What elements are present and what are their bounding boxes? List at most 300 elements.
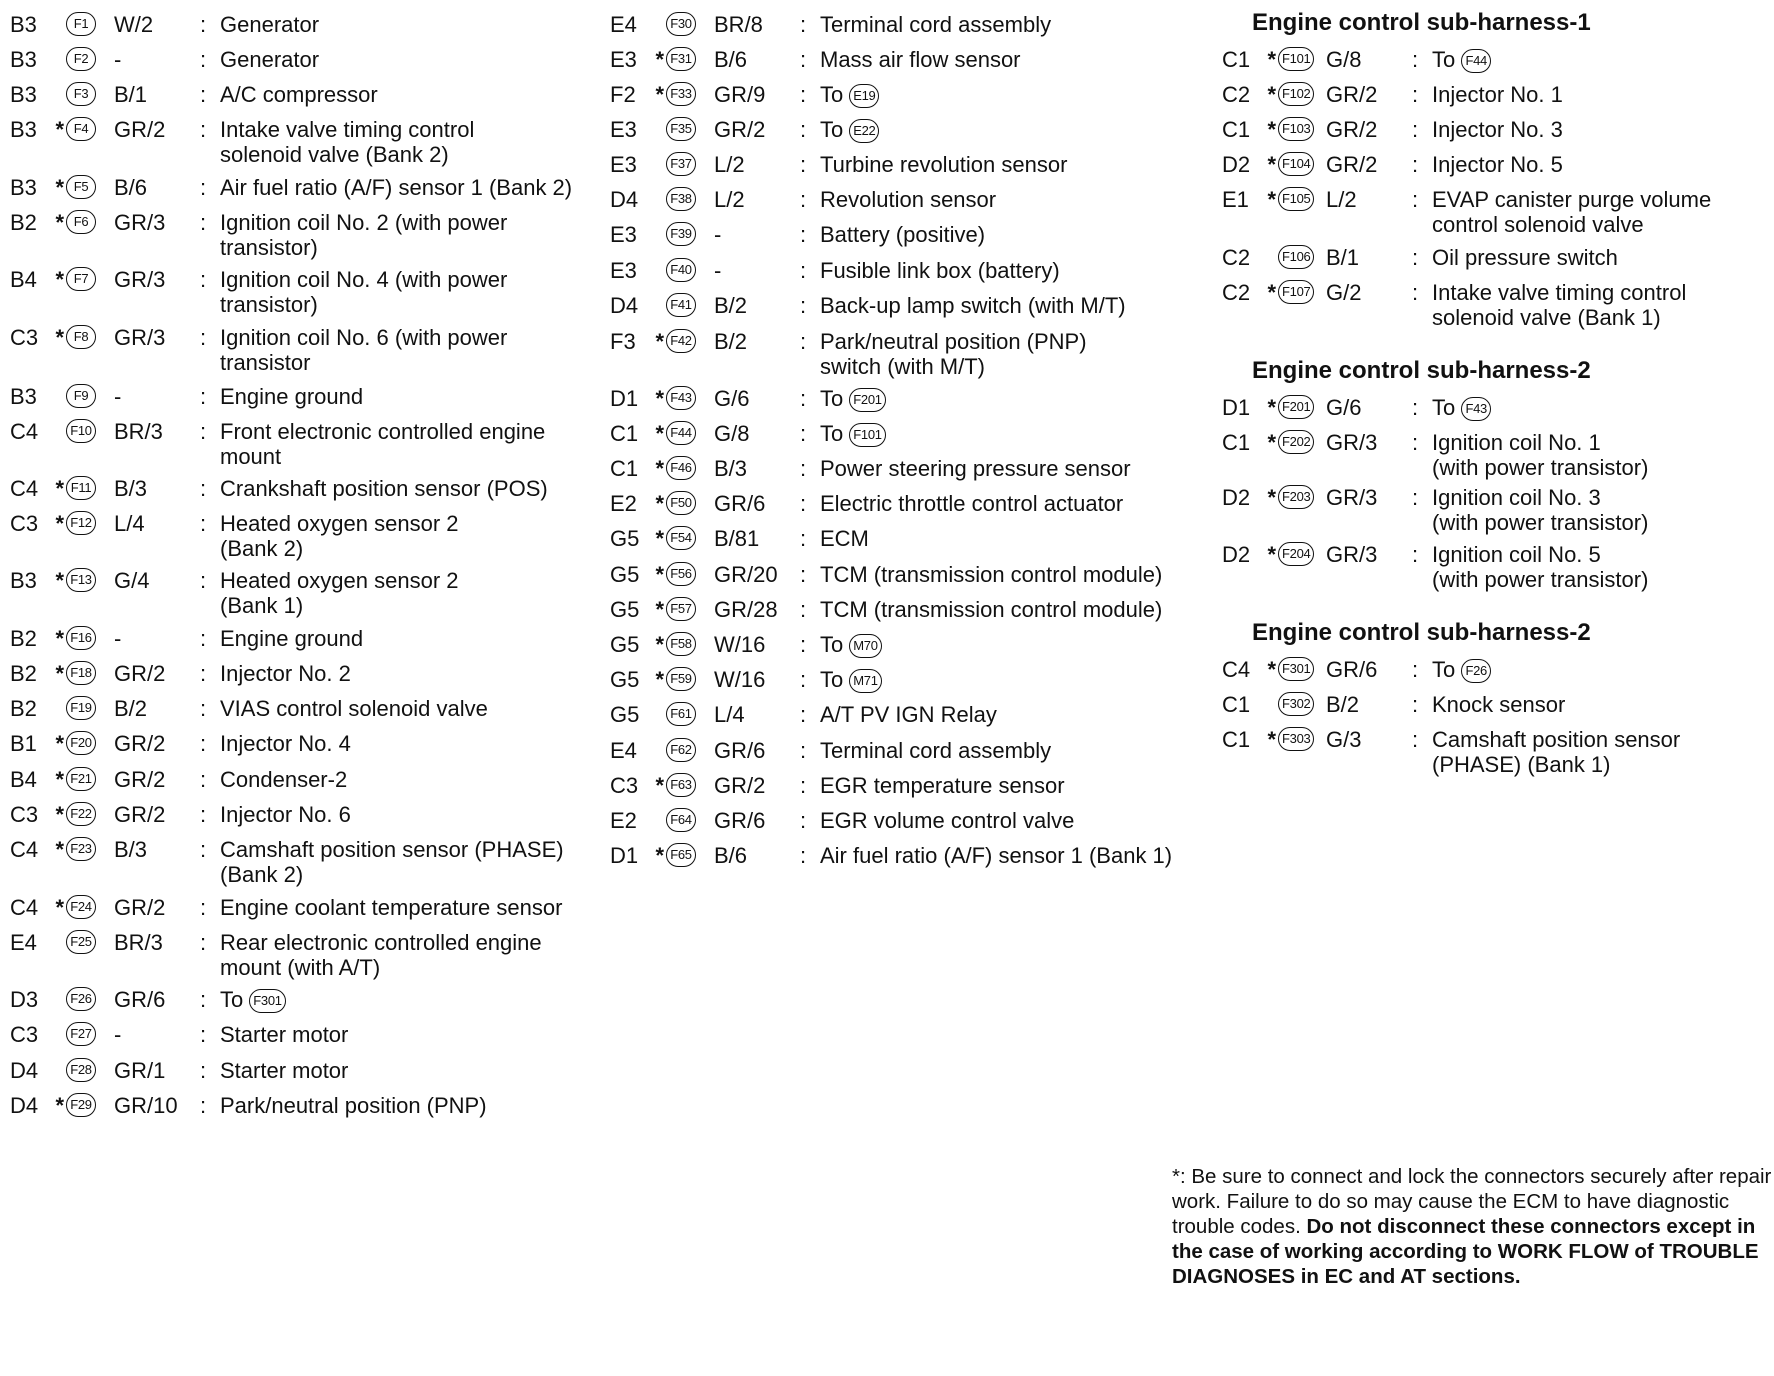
component-name: Engine ground [220, 626, 364, 651]
wire-color-code: B/1 [1326, 245, 1360, 270]
connector-row [610, 843, 1210, 868]
connector-cell [66, 802, 114, 826]
lock-required-marker: * [655, 386, 664, 411]
connector-number-badge: F16 [66, 626, 96, 650]
wire-color-code: - [114, 1022, 122, 1047]
component-description [220, 210, 600, 260]
connector-row [610, 82, 1210, 108]
connector-cell [66, 731, 114, 755]
connector-row [610, 526, 1210, 551]
grid-location: D4 [10, 1058, 39, 1083]
separator: : [800, 258, 807, 283]
wire-color-code: G/6 [1326, 395, 1362, 420]
component-name: EVAP canister purge volume control solenoid valve [1432, 187, 1712, 237]
connector-number-badge: F63 [666, 773, 696, 797]
component-name: Ignition coil No. 4 (with power transistor) [220, 267, 508, 317]
component-description [220, 626, 600, 651]
component-description [1432, 117, 1770, 142]
separator: : [200, 325, 207, 350]
wire-color-code: GR/9 [714, 82, 766, 107]
connector-number-badge: F56 [666, 562, 696, 586]
connector-cell [666, 152, 714, 176]
separator: : [800, 293, 807, 318]
component-name: To [1432, 657, 1456, 682]
grid-location: E4 [610, 738, 637, 763]
component-description [220, 12, 600, 37]
component-name: Park/neutral position (PNP) [220, 1093, 487, 1118]
lock-required-marker: * [1267, 152, 1276, 177]
lock-required-marker: * [1267, 542, 1276, 567]
connector-cell [66, 210, 114, 234]
grid-location: C3 [10, 511, 39, 536]
separator: : [200, 802, 207, 827]
component-description [220, 175, 600, 200]
component-name: To [1432, 47, 1456, 72]
component-description [1432, 430, 1770, 480]
wire-color-code: GR/2 [1326, 117, 1378, 142]
connector-number-badge: F107 [1278, 280, 1314, 304]
connector-row [610, 562, 1210, 587]
wire-color-code: GR/2 [114, 895, 166, 920]
linked-connector-badge: E22 [849, 119, 879, 143]
connector-row [10, 175, 600, 200]
component-description [220, 1022, 600, 1047]
connector-row [1222, 280, 1770, 330]
connector-cell [666, 386, 714, 410]
component-description [820, 386, 1210, 412]
wire-color-code: GR/3 [114, 210, 166, 235]
separator: : [1412, 47, 1419, 72]
separator: : [800, 667, 807, 692]
connector-number-badge: F38 [666, 187, 696, 211]
grid-location: E3 [610, 258, 637, 283]
connector-row [610, 12, 1210, 37]
grid-location: D2 [1222, 152, 1251, 177]
component-description [820, 632, 1210, 658]
connector-number-badge: F19 [66, 696, 96, 720]
connector-row [10, 12, 600, 37]
connector-cell [66, 568, 114, 592]
component-description [220, 802, 600, 827]
component-name: Terminal cord assembly [820, 738, 1052, 763]
grid-location: B2 [10, 210, 37, 235]
connector-row [1222, 152, 1770, 177]
component-description [220, 767, 600, 792]
component-description [820, 562, 1210, 587]
component-description [220, 837, 600, 887]
separator: : [1412, 657, 1419, 682]
linked-connector-badge: F43 [1461, 397, 1491, 421]
wire-color-code: G/3 [1326, 727, 1362, 752]
component-name: Starter motor [220, 1022, 349, 1047]
component-description [820, 456, 1210, 481]
section-heading: Engine control sub-harness-2 [1252, 357, 1591, 384]
component-name: Crankshaft position sensor (POS) [220, 476, 548, 501]
lock-required-marker: * [55, 767, 64, 792]
component-description [820, 808, 1210, 833]
component-name: Generator [220, 47, 320, 72]
connector-cell [66, 987, 114, 1011]
wire-color-code: L/2 [714, 187, 745, 212]
lock-required-marker: * [655, 843, 664, 868]
component-description [1432, 187, 1770, 237]
component-description [820, 843, 1210, 868]
connector-cell [1278, 245, 1326, 269]
grid-location: D4 [610, 293, 639, 318]
lock-required-marker: * [55, 731, 64, 756]
component-name: A/T PV IGN Relay [820, 702, 997, 727]
component-description [820, 117, 1210, 143]
component-description [820, 329, 1210, 379]
connector-cell [666, 808, 714, 832]
connector-number-badge: F201 [1278, 395, 1314, 419]
separator: : [800, 421, 807, 446]
separator: : [200, 210, 207, 235]
connector-cell [666, 456, 714, 480]
connector-row [610, 491, 1210, 516]
lock-required-marker: * [1267, 430, 1276, 455]
separator: : [200, 767, 207, 792]
component-name: Mass air flow sensor [820, 47, 1021, 72]
component-description [220, 325, 600, 375]
grid-location: C3 [610, 773, 639, 798]
grid-location: C1 [1222, 692, 1251, 717]
component-name: Injector No. 2 [220, 661, 351, 686]
separator: : [1412, 280, 1419, 305]
grid-location: C2 [1222, 245, 1251, 270]
connector-row [1222, 727, 1770, 777]
connector-row [1222, 117, 1770, 142]
connector-cell [666, 222, 714, 246]
connector-number-badge: F13 [66, 568, 96, 592]
footnote-bold-text: Do not disconnect these connectors except in the case of working according to WORK FLOW of TROUBLE DIAGNOSES in EC and AT sections. [1172, 1215, 1759, 1288]
separator: : [800, 491, 807, 516]
connector-row [10, 117, 600, 167]
wire-color-code: GR/6 [714, 738, 766, 763]
component-description [1432, 657, 1770, 683]
connector-row [1222, 485, 1770, 535]
wire-color-code: G/6 [714, 386, 750, 411]
connector-cell [66, 1093, 114, 1117]
connector-row [610, 421, 1210, 447]
connector-number-badge: F18 [66, 661, 96, 685]
connector-number-badge: F204 [1278, 542, 1314, 566]
grid-location: E2 [610, 491, 637, 516]
wire-color-code: GR/20 [714, 562, 778, 587]
connector-cell [1278, 82, 1326, 106]
connector-row [10, 696, 600, 721]
connector-row [610, 187, 1210, 212]
separator: : [200, 511, 207, 536]
component-description [820, 47, 1210, 72]
connector-row [610, 808, 1210, 833]
connector-cell [666, 667, 714, 691]
component-name: Fusible link box (battery) [820, 258, 1060, 283]
connector-cell [66, 930, 114, 954]
section-heading: Engine control sub-harness-1 [1252, 9, 1591, 36]
lock-required-marker: * [1267, 117, 1276, 142]
connector-cell [1278, 117, 1326, 141]
separator: : [800, 222, 807, 247]
connector-number-badge: F64 [666, 808, 696, 832]
connector-cell [666, 773, 714, 797]
connector-number-badge: F7 [66, 267, 96, 291]
connector-cell [66, 82, 114, 106]
lock-required-marker: * [55, 661, 64, 686]
wire-color-code: BR/3 [114, 419, 163, 444]
wire-color-code: GR/3 [114, 267, 166, 292]
connector-number-badge: F46 [666, 456, 696, 480]
connector-number-badge: F41 [666, 293, 696, 317]
component-name: Turbine revolution sensor [820, 152, 1068, 177]
wire-color-code: BR/3 [114, 930, 163, 955]
grid-location: B1 [10, 731, 37, 756]
wire-color-code: GR/3 [1326, 542, 1378, 567]
connector-row [10, 767, 600, 792]
wire-color-code: GR/2 [114, 767, 166, 792]
component-name: Revolution sensor [820, 187, 997, 212]
connector-row [1222, 395, 1770, 421]
connector-number-badge: F43 [666, 386, 696, 410]
component-description [820, 258, 1210, 283]
component-name: TCM (transmission control module) [820, 597, 1163, 622]
component-name: To [820, 386, 844, 411]
wire-color-code: L/4 [714, 702, 745, 727]
connector-cell [66, 767, 114, 791]
connector-row [1222, 692, 1770, 717]
grid-location: B2 [10, 696, 37, 721]
component-description [220, 117, 600, 167]
lock-required-marker: * [55, 476, 64, 501]
lock-required-marker: * [1267, 485, 1276, 510]
lock-required-marker: * [655, 82, 664, 107]
grid-location: C1 [1222, 430, 1251, 455]
separator: : [800, 526, 807, 551]
separator: : [800, 187, 807, 212]
wire-color-code: G/8 [714, 421, 750, 446]
connector-cell [666, 329, 714, 353]
separator: : [1412, 187, 1419, 212]
connector-cell [666, 526, 714, 550]
separator: : [1412, 485, 1419, 510]
wire-color-code: W/16 [714, 667, 766, 692]
connector-cell [1278, 152, 1326, 176]
connector-row [10, 626, 600, 651]
connector-cell [1278, 187, 1326, 211]
lock-required-marker: * [1267, 280, 1276, 305]
grid-location: F3 [610, 329, 636, 354]
component-name: To [820, 421, 844, 446]
connector-cell [666, 47, 714, 71]
separator: : [800, 562, 807, 587]
wire-color-code: B/6 [714, 843, 748, 868]
grid-location: G5 [610, 632, 640, 657]
separator: : [800, 773, 807, 798]
component-name: Intake valve timing control solenoid valve (Bank 2) [220, 117, 475, 167]
separator: : [200, 1022, 207, 1047]
connector-number-badge: F102 [1278, 82, 1314, 106]
grid-location: C3 [10, 325, 39, 350]
separator: : [800, 12, 807, 37]
component-name: To [820, 667, 844, 692]
connector-row [1222, 187, 1770, 237]
component-name: TCM (transmission control module) [820, 562, 1163, 587]
linked-connector-badge: F26 [1461, 659, 1491, 683]
component-name: To [820, 632, 844, 657]
connector-number-badge: F28 [66, 1058, 96, 1082]
connector-cell [66, 117, 114, 141]
component-description [220, 47, 600, 72]
wire-color-code: - [714, 222, 722, 247]
connector-number-badge: F203 [1278, 485, 1314, 509]
component-name: Condenser-2 [220, 767, 348, 792]
separator: : [200, 930, 207, 955]
separator: : [200, 12, 207, 37]
component-description [220, 895, 600, 920]
component-description [820, 152, 1210, 177]
connector-row [1222, 47, 1770, 73]
grid-location: F2 [610, 82, 636, 107]
component-description [220, 661, 600, 686]
connector-number-badge: F54 [666, 526, 696, 550]
connector-cell [66, 384, 114, 408]
footnote-normal-text: *: Be sure to connect and lock the connectors securely after repair work. Failure to do so may cause the ECM to have diagnostic trouble codes. [1172, 1165, 1772, 1238]
component-name: Injector No. 6 [220, 802, 351, 827]
connector-row [610, 258, 1210, 283]
connector-number-badge: F40 [666, 258, 696, 282]
grid-location: E3 [610, 152, 637, 177]
separator: : [200, 476, 207, 501]
lock-required-marker: * [55, 325, 64, 350]
separator: : [800, 329, 807, 354]
component-description [220, 1058, 600, 1083]
component-name: Starter motor [220, 1058, 349, 1083]
connector-number-badge: F101 [1278, 47, 1314, 71]
separator: : [800, 152, 807, 177]
grid-location: D1 [610, 843, 639, 868]
lock-required-marker: * [55, 511, 64, 536]
component-name: Ignition coil No. 6 (with power transistor [220, 325, 508, 375]
component-name: Injector No. 5 [1432, 152, 1563, 177]
component-name: EGR temperature sensor [820, 773, 1065, 798]
component-name: Battery (positive) [820, 222, 986, 247]
connector-cell [666, 82, 714, 106]
linked-connector-badge: F44 [1461, 49, 1491, 73]
grid-location: C4 [10, 419, 39, 444]
connector-number-badge: F22 [66, 802, 96, 826]
wire-color-code: GR/2 [114, 802, 166, 827]
connector-cell [66, 175, 114, 199]
separator: : [200, 267, 207, 292]
separator: : [800, 47, 807, 72]
connector-row [10, 210, 600, 260]
connector-number-badge: F3 [66, 82, 96, 106]
grid-location: E3 [610, 117, 637, 142]
wire-color-code: B/2 [714, 329, 748, 354]
grid-location: D3 [10, 987, 39, 1012]
grid-location: C1 [610, 456, 639, 481]
connector-cell [66, 12, 114, 36]
lock-required-marker: * [655, 491, 664, 516]
grid-location: D1 [610, 386, 639, 411]
component-description [820, 187, 1210, 212]
lock-required-marker: * [55, 568, 64, 593]
connector-number-badge: F31 [666, 47, 696, 71]
component-description [220, 511, 600, 561]
component-name: Park/neutral position (PNP) switch (with M/T) [820, 329, 1087, 379]
component-description [220, 731, 600, 756]
grid-location: C1 [1222, 117, 1251, 142]
connector-number-badge: F10 [66, 419, 96, 443]
component-name: Camshaft position sensor (PHASE) (Bank 2) [220, 837, 564, 887]
component-name: To [820, 117, 844, 142]
lock-required-marker: * [655, 47, 664, 72]
component-name: Engine coolant temperature sensor [220, 895, 563, 920]
grid-location: C2 [1222, 82, 1251, 107]
connector-cell [66, 511, 114, 535]
grid-location: C4 [10, 476, 39, 501]
wire-color-code: B/2 [114, 696, 148, 721]
connector-row [1222, 245, 1770, 270]
footnote [1172, 1164, 1772, 1289]
wire-color-code: GR/2 [1326, 82, 1378, 107]
grid-location: C2 [1222, 280, 1251, 305]
connector-number-badge: F39 [666, 222, 696, 246]
wire-color-code: GR/10 [114, 1093, 178, 1118]
component-name: Power steering pressure sensor [820, 456, 1131, 481]
connector-row [610, 773, 1210, 798]
connector-number-badge: F9 [66, 384, 96, 408]
linked-connector-badge: F101 [849, 423, 885, 447]
connector-number-badge: F4 [66, 117, 96, 141]
component-name: Front electronic controlled engine mount [220, 419, 546, 469]
grid-location: B3 [10, 117, 37, 142]
wire-color-code: B/1 [114, 82, 148, 107]
lock-required-marker: * [55, 117, 64, 142]
lock-required-marker: * [55, 837, 64, 862]
component-description [220, 696, 600, 721]
lock-required-marker: * [55, 626, 64, 651]
grid-location: C4 [1222, 657, 1251, 682]
wire-color-code: GR/2 [714, 773, 766, 798]
wire-color-code: B/3 [114, 837, 148, 862]
separator: : [200, 696, 207, 721]
wire-color-code: GR/6 [714, 491, 766, 516]
connector-row [10, 267, 600, 317]
component-name: Ignition coil No. 3 (with power transistor) [1432, 485, 1649, 535]
lock-required-marker: * [55, 210, 64, 235]
component-name: Engine ground [220, 384, 364, 409]
separator: : [800, 738, 807, 763]
connector-cell [1278, 430, 1326, 454]
connector-number-badge: F37 [666, 152, 696, 176]
connector-cell [666, 597, 714, 621]
connector-cell [1278, 280, 1326, 304]
separator: : [800, 597, 807, 622]
wire-color-code: B/2 [1326, 692, 1360, 717]
connector-number-badge: F65 [666, 843, 696, 867]
connector-row [10, 895, 600, 920]
linked-connector-badge: F301 [249, 989, 285, 1013]
lock-required-marker: * [655, 526, 664, 551]
separator: : [800, 843, 807, 868]
grid-location: D4 [10, 1093, 39, 1118]
separator: : [800, 82, 807, 107]
grid-location: C4 [10, 895, 39, 920]
wire-color-code: B/6 [114, 175, 148, 200]
component-name: ECM [820, 526, 869, 551]
connector-number-badge: F301 [1278, 657, 1314, 681]
